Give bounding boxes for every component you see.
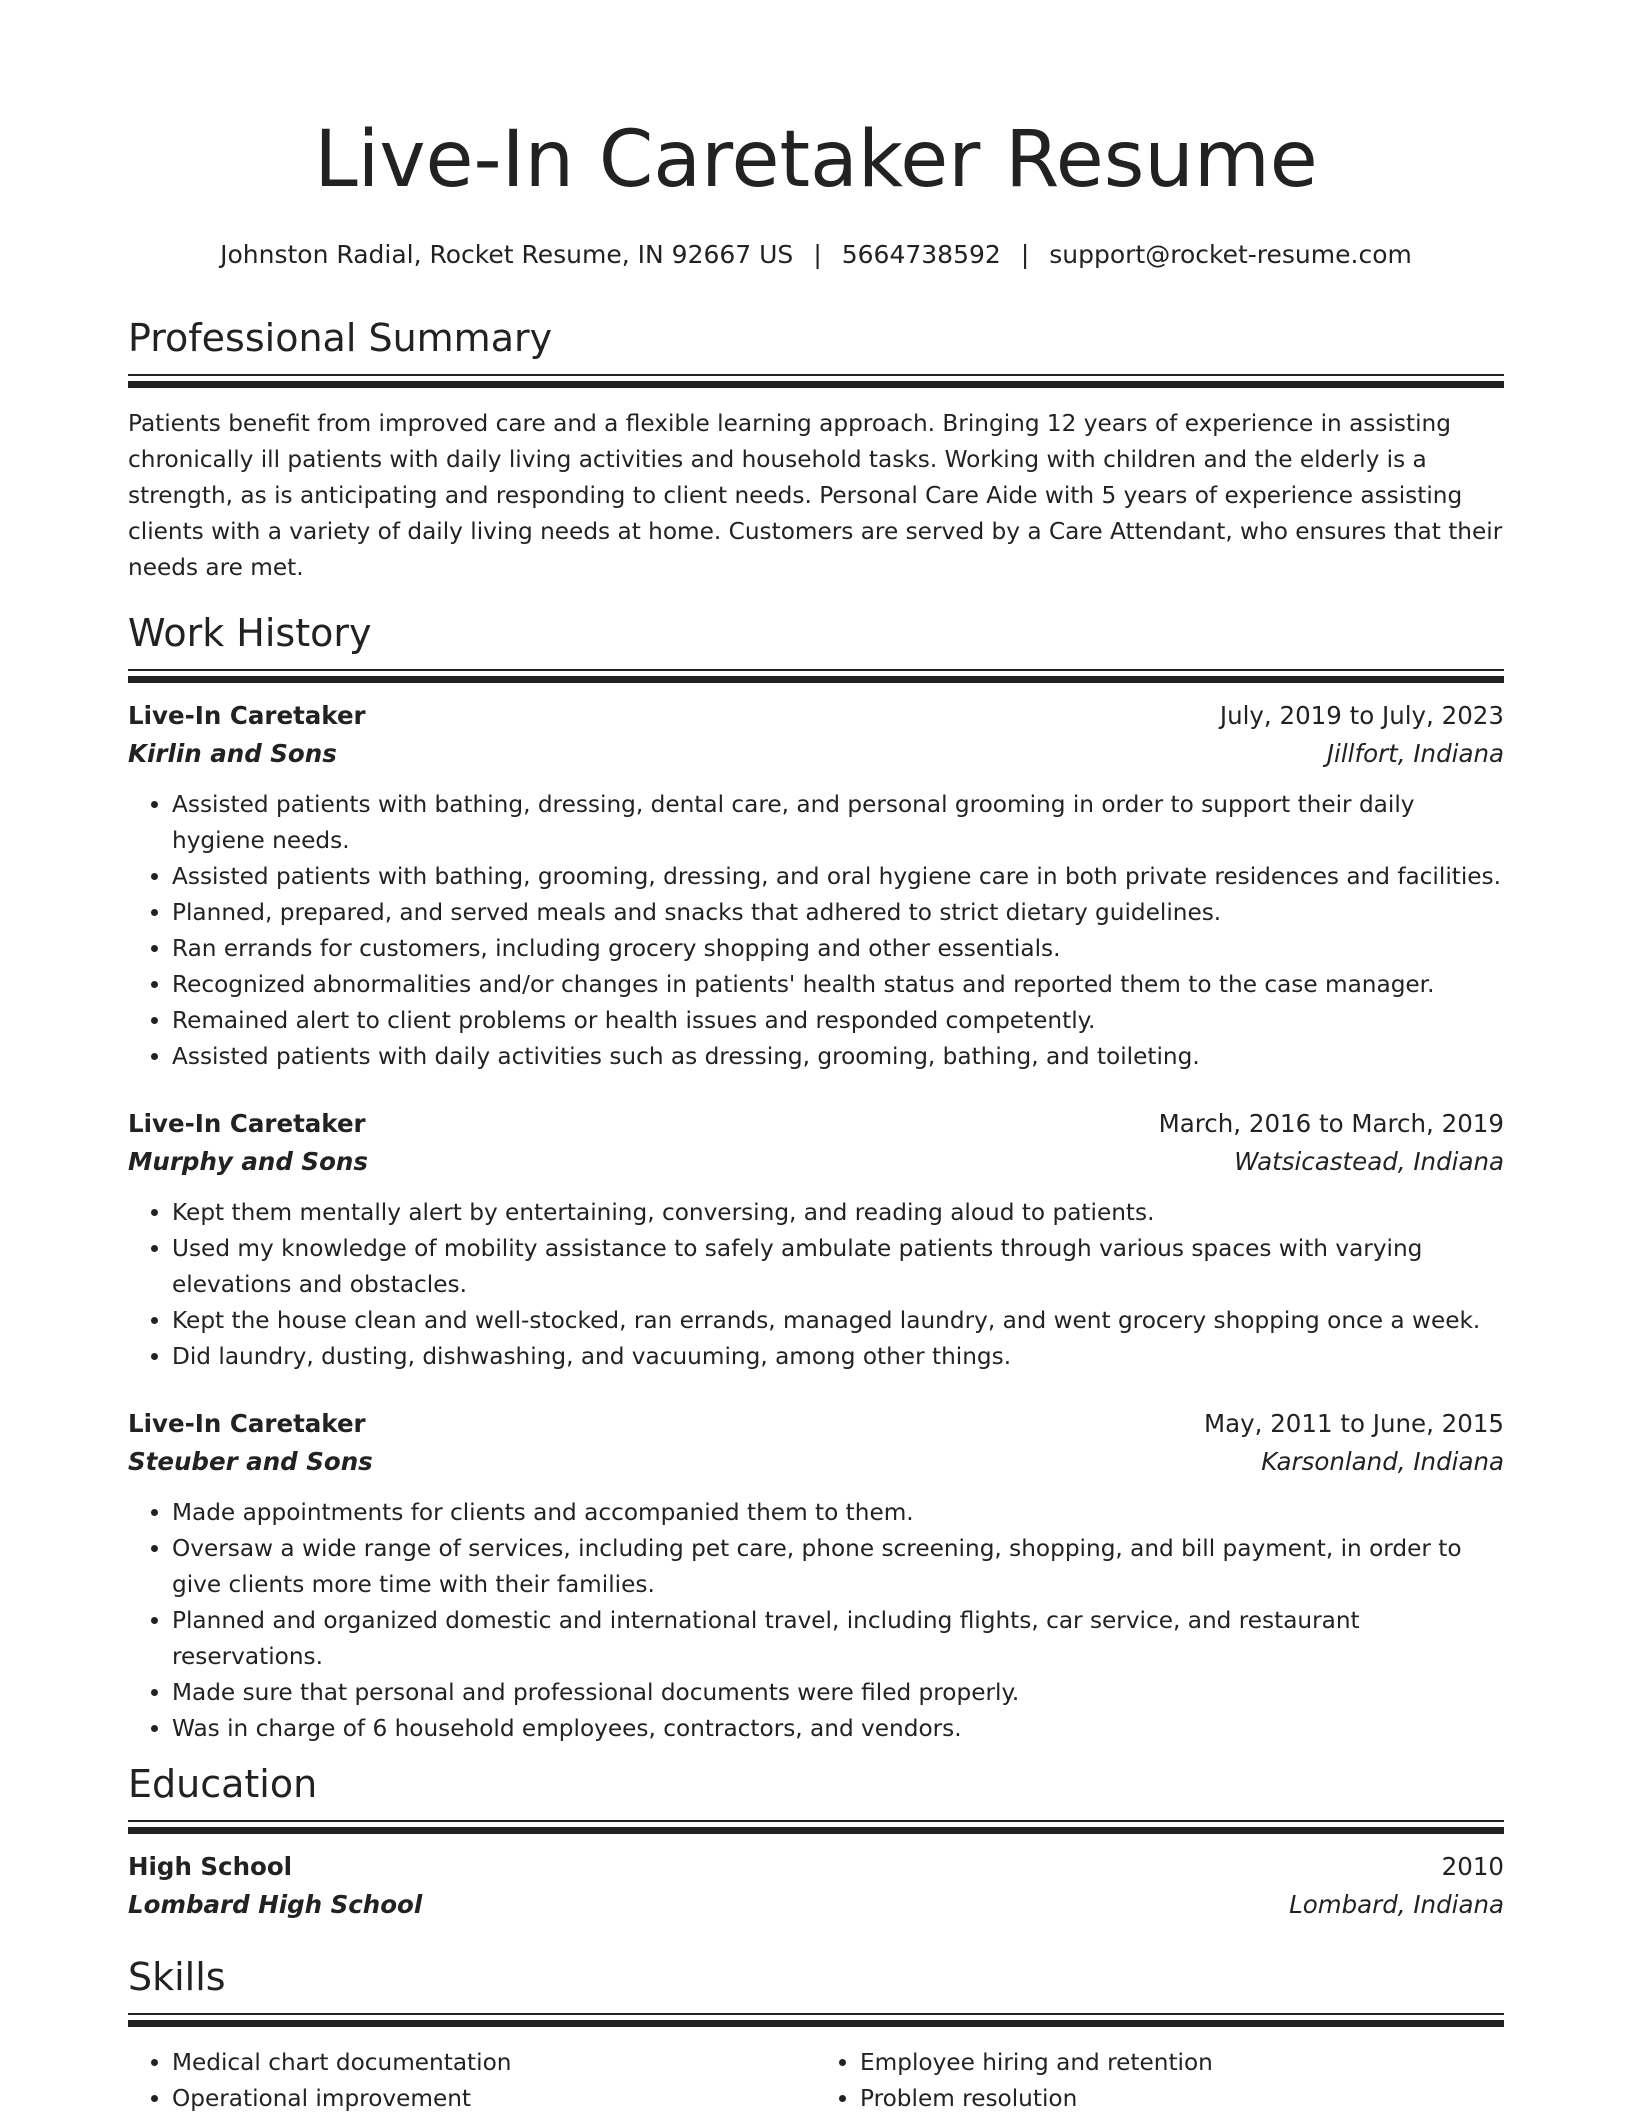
education-location: Lombard, Indiana xyxy=(1289,1889,1504,1919)
section-rule xyxy=(128,669,1504,671)
education-subheader xyxy=(128,1886,1504,1924)
section-work-history xyxy=(128,613,1504,1747)
section-heading: Education xyxy=(128,1762,318,1806)
job-company: Steuber and Sons xyxy=(128,1446,373,1476)
section-summary xyxy=(128,318,1504,586)
list-item: • Used my knowledge of mobility assistance to safely ambulate patients through various spaces with varying elevations and obstacles. xyxy=(172,1231,1504,1303)
contact-separator: | xyxy=(813,240,822,269)
section-heading: Professional Summary xyxy=(128,316,553,360)
section-heading: Skills xyxy=(128,1955,226,1999)
list-item: • Assisted patients with bathing, dressing, dental care, and personal grooming in order to support their daily hygiene needs. xyxy=(172,787,1504,859)
section-rule-thick xyxy=(128,1827,1504,1834)
section-rule-thick xyxy=(128,381,1504,388)
job-company: Kirlin and Sons xyxy=(128,738,337,768)
list-item: • Operational improvement xyxy=(172,2081,816,2117)
education-degree: High School xyxy=(128,1851,293,1881)
list-item: • Assisted patients with daily activities such as dressing, grooming, bathing, and toileting. xyxy=(172,1039,1504,1075)
education-entry xyxy=(128,1848,1504,1924)
job-dates: July, 2019 to July, 2023 xyxy=(1219,700,1504,730)
section-heading: Work History xyxy=(128,611,372,655)
job-dates: May, 2011 to June, 2015 xyxy=(1203,1408,1504,1438)
job-title: Live-In Caretaker xyxy=(128,700,366,730)
section-skills xyxy=(128,1957,1504,2117)
list-item: • Ran errands for customers, including grocery shopping and other essentials. xyxy=(172,931,1504,967)
job-entry xyxy=(128,697,1504,1075)
job-entry xyxy=(128,1405,1504,1747)
summary-text: Patients benefit from improved care and a flexible learning approach. Bringing 12 years of experience in assisting chronically ill patients with daily living activities and household tasks. Working with children and the elderly is a strength, as is anticipating and responding to client needs. Personal Care Aide with 5 years of experience assisting clients with a variety of daily living needs at home. Customers are served by a Care Attendant, who ensures that their needs are met. xyxy=(128,409,1503,581)
job-header xyxy=(128,1405,1504,1443)
list-item: • Did laundry, dusting, dishwashing, and vacuuming, among other things. xyxy=(172,1339,1504,1375)
section-education xyxy=(128,1764,1504,1924)
list-item: • Kept the house clean and well-stocked, ran errands, managed laundry, and went grocery shopping once a week. xyxy=(172,1303,1504,1339)
section-rule xyxy=(128,2013,1504,2015)
list-item: • Remained alert to client problems or health issues and responded competently. xyxy=(172,1003,1504,1039)
job-subheader xyxy=(128,1143,1504,1181)
job-location: Karsonland, Indiana xyxy=(1261,1446,1504,1476)
job-dates: March, 2016 to March, 2019 xyxy=(1158,1108,1504,1138)
contact-separator: | xyxy=(1020,240,1030,269)
job-bullets xyxy=(128,787,1504,1075)
contact-phone: 5664738592 xyxy=(841,240,1001,269)
section-rule xyxy=(128,1820,1504,1822)
skills-list-right xyxy=(816,2045,1504,2117)
list-item: • Assisted patients with bathing, grooming, dressing, and oral hygiene care in both private residences and facilities. xyxy=(172,859,1504,895)
job-bullets xyxy=(128,1495,1504,1747)
education-header xyxy=(128,1848,1504,1886)
list-item: • Problem resolution xyxy=(860,2081,1504,2117)
contact-address: Johnston Radial, Rocket Resume, IN 92667 US xyxy=(220,240,794,269)
contact-email: support@rocket-resume.com xyxy=(1049,240,1412,269)
section-rule-thick xyxy=(128,676,1504,683)
job-header xyxy=(128,1105,1504,1143)
education-year: 2010 xyxy=(1441,1851,1504,1881)
list-item: • Employee hiring and retention xyxy=(860,2045,1504,2081)
education-school: Lombard High School xyxy=(128,1889,423,1919)
list-item: • Kept them mentally alert by entertaining, conversing, and reading aloud to patients. xyxy=(172,1195,1504,1231)
list-item: • Was in charge of 6 household employees, contractors, and vendors. xyxy=(172,1711,1504,1747)
list-item: • Planned, prepared, and served meals and snacks that adhered to strict dietary guidelines. xyxy=(172,895,1504,931)
list-item: • Medical chart documentation xyxy=(172,2045,816,2081)
job-bullets xyxy=(128,1195,1504,1375)
skills-columns xyxy=(128,2045,1504,2117)
list-item: • Made sure that personal and professional documents were filed properly. xyxy=(172,1675,1504,1711)
job-title: Live-In Caretaker xyxy=(128,1408,366,1438)
list-item: • Recognized abnormalities and/or changes in patients' health status and reported them to the case manager. xyxy=(172,967,1504,1003)
job-location: Jillfort, Indiana xyxy=(1326,738,1504,768)
skills-list-left xyxy=(128,2045,816,2117)
job-location: Watsicastead, Indiana xyxy=(1234,1146,1504,1176)
list-item: • Planned and organized domestic and international travel, including flights, car service, and restaurant reservations. xyxy=(172,1603,1504,1675)
contact-line xyxy=(128,240,1504,269)
job-entry xyxy=(128,1105,1504,1375)
section-rule xyxy=(128,374,1504,376)
job-company: Murphy and Sons xyxy=(128,1146,368,1176)
job-subheader xyxy=(128,735,1504,773)
list-item: • Made appointments for clients and accompanied them to them. xyxy=(172,1495,1504,1531)
job-title: Live-In Caretaker xyxy=(128,1108,366,1138)
job-subheader xyxy=(128,1443,1504,1481)
list-item: • Oversaw a wide range of services, including pet care, phone screening, shopping, and bill payment, in order to give clients more time with their families. xyxy=(172,1531,1504,1603)
job-header xyxy=(128,697,1504,735)
section-rule-thick xyxy=(128,2020,1504,2027)
page-title: Live-In Caretaker Resume xyxy=(314,115,1318,205)
